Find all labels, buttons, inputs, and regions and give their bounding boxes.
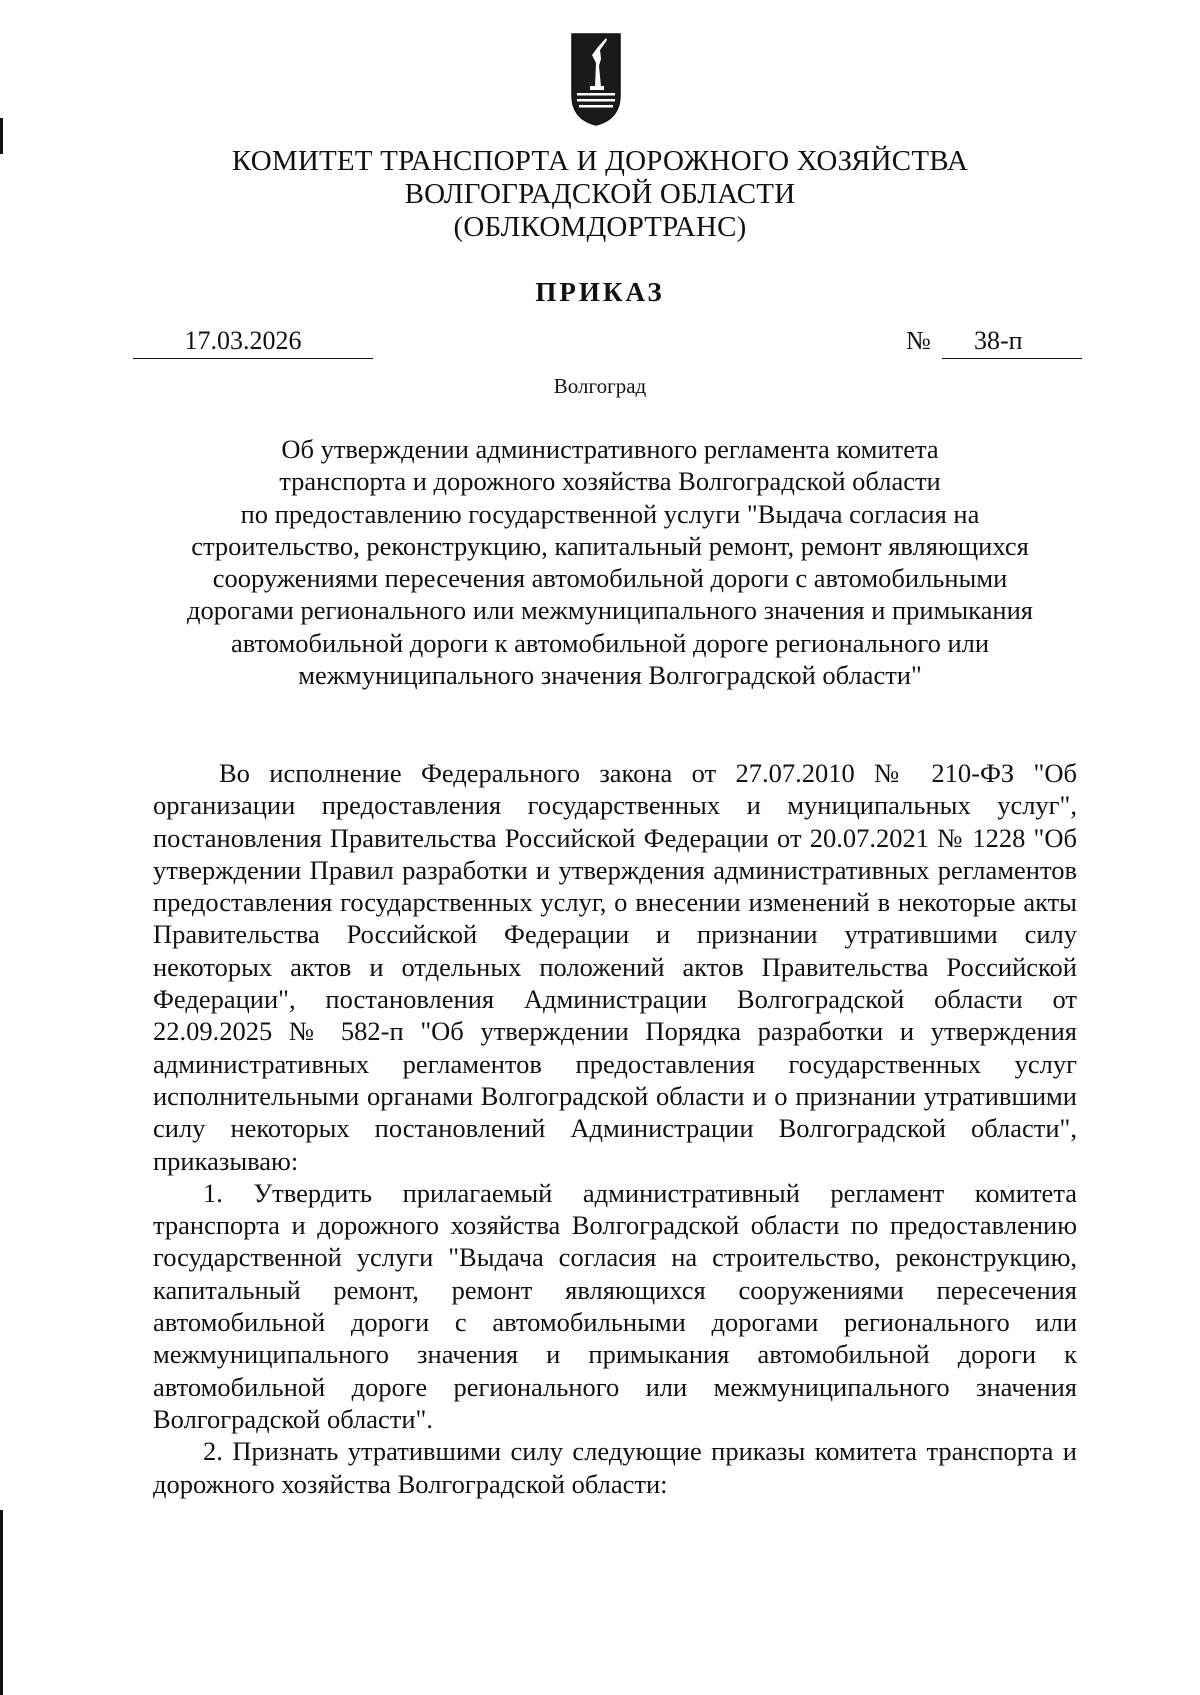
document-title-line: сооружениями пересечения автомобильной дороги с автомобильными <box>212 563 1008 594</box>
org-name-line-3: (ОБЛКОМДОРТРАНС) <box>453 211 747 243</box>
order-date: 17.03.2026 <box>133 324 373 359</box>
order-number: 38-п <box>942 324 1082 359</box>
document-title <box>130 433 1090 691</box>
organization-header <box>150 145 1050 244</box>
order-city: Волгоград <box>553 374 647 398</box>
order-title: ПРИКАЗ <box>535 277 665 307</box>
scan-edge-mark <box>0 1510 3 1695</box>
document-title-line: строительство, реконструкцию, капитальный ремонт, ремонт являющихся <box>191 530 1029 561</box>
coat-of-arms-icon <box>571 33 621 126</box>
order-item-2: 2. Признать утратившими силу следующие приказы комитета транспорта и дорожного хозяйства Волгоградской области: <box>153 1436 1077 1499</box>
preamble-paragraph: Во исполнение Федерального закона от 27.07.2010 № 210-ФЗ "Об организации предоставления государственных и муниципальных услуг", постановления Правительства Российской Федерации от 20.07.2021 № 1228 "Об утверждении Правил разработки и утверждения административных регламентов предоставления государственных услуг, о внесении изменений в некоторые акты Правительства Российской Федерации и признании утратившими силу некоторых актов и отдельных положений актов Правительства Российской Федерации", постановления Администрации Волгоградской области от 22.09.2025 № 582-п "Об утверждении Порядка разработки и утверждения административных регламентов предоставления государственных услуг исполнительными органами Волгоградской области и о признании утратившими силу некоторых постановлений Администрации Волгоградской области", приказываю: <box>153 758 1077 1176</box>
org-name-line-1: КОМИТЕТ ТРАНСПОРТА И ДОРОЖНОГО ХОЗЯЙСТВА <box>231 145 969 177</box>
order-item-1: 1. Утвердить прилагаемый административный регламент комитета транспорта и дорожного хозяйства Волгоградской области по предоставлению государственной услуги "Выдача согласия на строительство, реконструкцию, капитальный ремонт, ремонт являющихся сооружениями пересечения автомобильной дороги с автомобильными дорогами регионального или межмуниципального значения и примыкания автомобильной дороги к автомобильной дороге регионального или межмуниципального значения Волгоградской области". <box>153 1177 1077 1434</box>
order-number-label: № <box>906 326 931 355</box>
document-body <box>153 757 1077 1500</box>
scan-edge-mark <box>0 118 3 154</box>
document-title-line: дорогами регионального или межмуниципального значения и примыкания <box>187 595 1033 626</box>
document-title-line: автомобильной дороги к автомобильной дороге регионального или <box>230 627 990 658</box>
document-title-line: межмуниципального значения Волгоградской области" <box>298 660 922 691</box>
org-name-line-2: ВОЛГОГРАДСКОЙ ОБЛАСТИ <box>404 178 796 210</box>
document-title-line: транспорта и дорожного хозяйства Волгоградской области <box>279 466 941 497</box>
document-title-line: Об утверждении административного регламента комитета <box>281 434 939 464</box>
document-title-line: по предоставлению государственной услуги "Выдача согласия на <box>240 498 980 529</box>
